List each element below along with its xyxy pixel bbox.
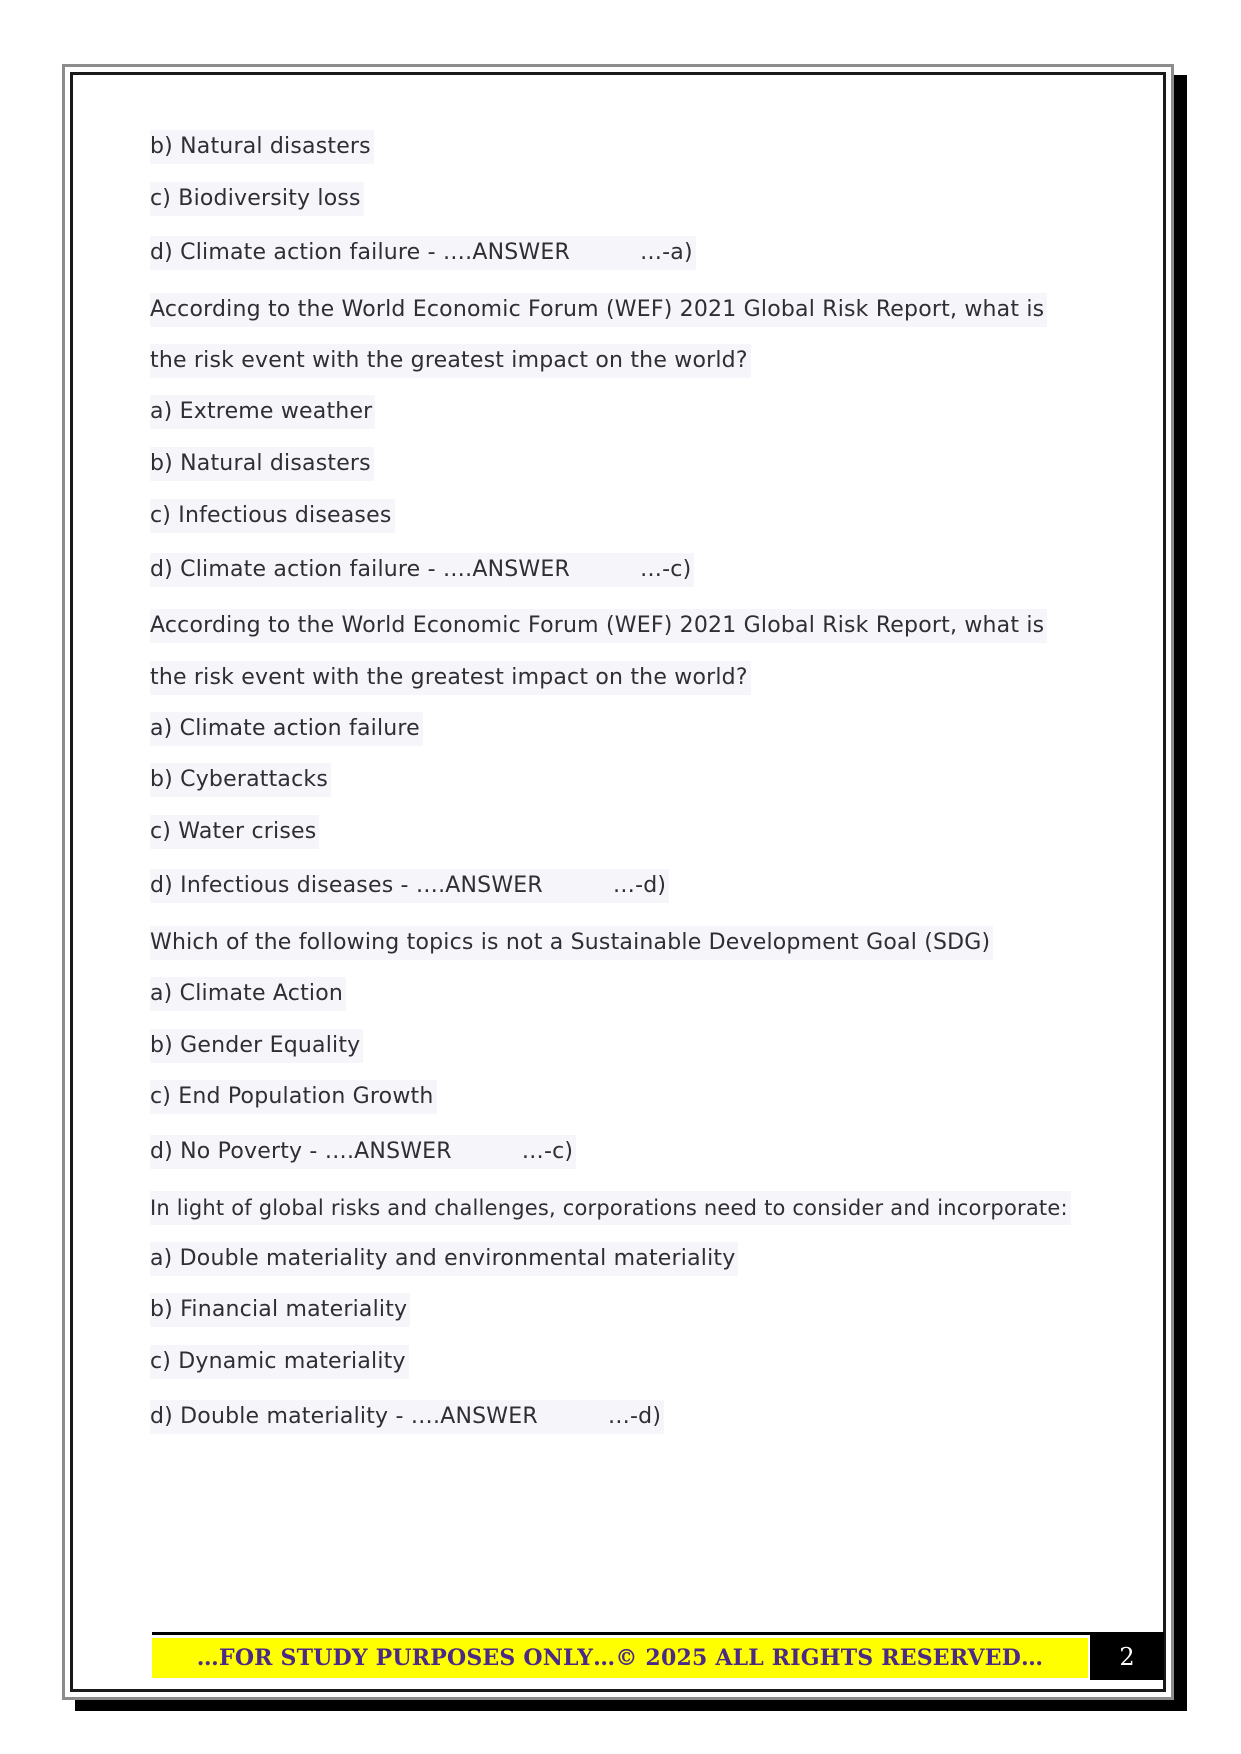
option-line: a) Extreme weather	[150, 395, 375, 429]
option-line: a) Climate Action	[150, 977, 346, 1011]
footer-notice: …FOR STUDY PURPOSES ONLY…© 2025 ALL RIGHTS RESERVED…	[152, 1638, 1088, 1678]
answer-line	[150, 869, 669, 903]
question-line: the risk event with the greatest impact on the world?	[150, 661, 751, 695]
option-line: c) End Population Growth	[150, 1080, 437, 1114]
answer-label: d) Climate action failure - ….ANSWER	[150, 557, 570, 582]
option-line: c) Dynamic materiality	[150, 1345, 409, 1379]
option-line: c) Biodiversity loss	[150, 182, 364, 216]
option-line: b) Financial materiality	[150, 1293, 410, 1327]
answer-label: d) Climate action failure - ….ANSWER	[150, 240, 570, 265]
option-line: b) Gender Equality	[150, 1029, 363, 1063]
question-line: In light of global risks and challenges, corporations need to consider and incorporate:	[150, 1191, 1071, 1225]
question-line: the risk event with the greatest impact on the world?	[150, 344, 751, 378]
option-line: b) Natural disasters	[150, 447, 374, 481]
option-line: b) Cyberattacks	[150, 763, 331, 797]
answer-label: d) Infectious diseases - ….ANSWER	[150, 873, 543, 898]
answer-line	[150, 553, 694, 587]
answer-value: …-d)	[607, 1404, 662, 1429]
footer-rule	[152, 1632, 1164, 1635]
answer-label: d) Double materiality - ….ANSWER	[150, 1404, 538, 1429]
question-line: According to the World Economic Forum (WEF) 2021 Global Risk Report, what is	[150, 293, 1047, 327]
answer-value: …-c)	[521, 1139, 574, 1164]
answer-line	[150, 1135, 576, 1169]
question-line: According to the World Economic Forum (WEF) 2021 Global Risk Report, what is	[150, 609, 1047, 643]
answer-value: …-c)	[639, 557, 692, 582]
option-line: c) Water crises	[150, 815, 319, 849]
answer-line	[150, 236, 696, 270]
answer-label: d) No Poverty - ….ANSWER	[150, 1139, 452, 1164]
answer-line	[150, 1400, 664, 1434]
option-line: a) Double materiality and environmental materiality	[150, 1242, 738, 1276]
answer-value: …-d)	[612, 873, 667, 898]
option-line: c) Infectious diseases	[150, 499, 395, 533]
option-line: b) Natural disasters	[150, 130, 374, 164]
answer-value: …-a)	[639, 240, 693, 265]
option-line: a) Climate action failure	[150, 712, 423, 746]
page-number: 2	[1090, 1634, 1164, 1680]
question-line: Which of the following topics is not a Sustainable Development Goal (SDG)	[150, 926, 993, 960]
